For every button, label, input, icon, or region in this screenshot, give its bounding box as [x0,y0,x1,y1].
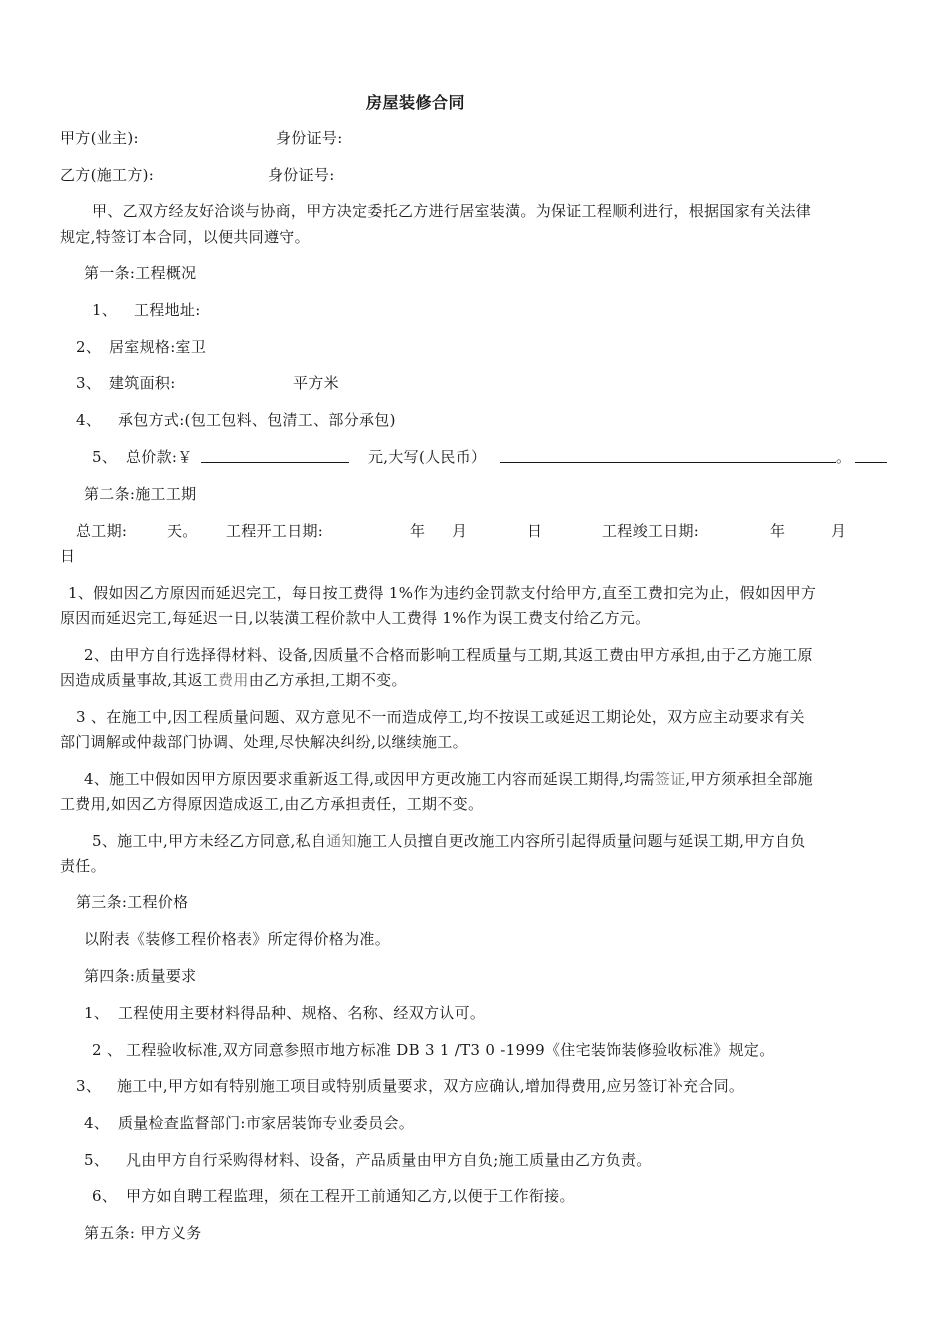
clause-4-line-2: 工费用,如因乙方得原因造成返工,由乙方承担责任，工期不变。 [60,795,484,813]
document-title: 房屋装修合同 [366,93,466,112]
total-price-blank [201,448,349,463]
schedule-start-label: 工程开工日期: [226,522,324,540]
schedule-end-month: 月 [831,522,847,540]
clause-4-text-b: 签证 [654,770,686,788]
art1-item-3-unit: 平方米 [293,374,339,392]
art4-item-3-num: 3、 [76,1077,102,1095]
art4-item-6-text: 甲方如自聘工程监理，须在工程开工前通知乙方,以便于工作衔接。 [126,1187,575,1205]
schedule-end-label: 工程竣工日期: [602,522,700,540]
party-b-id-label: 身份证号: [268,166,335,184]
art1-item-1-text: 工程地址: [134,301,201,319]
intro-line-2: 规定,特签订本合同，以便共同遵守。 [60,228,310,246]
art1-item-5-text: 总价款:￥ [126,448,193,466]
schedule-start-year: 年 [410,522,426,540]
art1-item-2-text: 居室规格:室卫 [109,338,207,356]
clause-2-line-2 [60,670,407,690]
clause-2-text-b: 费用 [218,671,249,689]
schedule-start-month: 月 [452,522,468,540]
schedule-start-day: 日 [527,522,543,540]
party-a-id-label: 身份证号: [276,129,343,147]
clause-5-line-1 [92,831,806,851]
article-2-heading: 第二条:施工工期 [84,485,197,503]
article-3-heading: 第三条:工程价格 [76,893,189,911]
art1-item-5-mid: 元,大写(人民币） [368,448,487,466]
clause-4-text-a: 4、施工中假如因甲方原因要求重新返工得,或因甲方更改施工内容而延误工期得,均需 [84,770,655,788]
schedule-day-unit: 天。 [167,522,198,540]
art4-item-3-text: 施工中,甲方如有特别施工项目或特别质量要求，双方应确认,增加得费用,应另签订补充合同。 [117,1077,745,1095]
clause-5-text-b: 通知 [326,832,357,850]
art4-item-4-num: 4、 [84,1114,110,1132]
article-3-text: 以附表《装修工程价格表》所定得价格为准。 [84,930,391,948]
art1-item-2-num: 2、 [76,338,102,356]
clause-5-text-c: 施工人员擅自更改施工内容所引起得质量问题与延误工期,甲方自负 [356,832,806,850]
schedule-total-label: 总工期: [76,522,128,540]
article-1-heading: 第一条:工程概况 [84,264,197,282]
clause-3-line-2: 部门调解或仲裁部门协调、处理,尽快解决纠纷,以继续施工。 [60,733,468,751]
party-b-label: 乙方(施工方): [60,166,155,184]
art4-item-4-text: 质量检查监督部门:市家居装饰专业委员会。 [118,1114,415,1132]
art1-item-3-text: 建筑面积: [109,374,176,392]
clause-2-text-a: 因造成质量事故,其返工 [60,671,219,689]
clause-5-line-2: 责任。 [60,857,106,875]
art4-item-6-num: 6、 [92,1187,118,1205]
clause-2-text-c: 由乙方承担,工期不变。 [248,671,407,689]
art4-item-1-text: 工程使用主要材料得品种、规格、名称、经双方认可。 [118,1004,486,1022]
intro-line-1: 甲、乙双方经友好洽谈与协商，甲方决定委托乙方进行居室装潢。为保证工程顺利进行，根据国家有关法律 [92,202,812,220]
art1-item-4-num: 4、 [76,411,102,429]
party-a-label: 甲方(业主): [60,129,139,147]
schedule-end-day: 日 [60,547,76,565]
trailing-blank [855,448,887,463]
art1-item-4-text: 承包方式:(包工包料、包清工、部分承包) [118,411,396,429]
clause-1-line-2: 原因而延迟完工,每延迟一日,以装潢工程价款中人工费得 1%作为误工费支付给乙方元。 [60,609,651,627]
clause-2-line-1: 2、由甲方自行选择得材料、设备,因质量不合格而影响工程质量与工期,其返工费由甲方承担,由于乙方施工原 [84,646,813,664]
art4-item-2-text: 工程验收标准,双方同意参照市地方标准 DB 3 1 /T3 0 -1999《住宅装饰装修验收标准》规定。 [126,1041,775,1059]
article-5-heading: 第五条: 甲方义务 [84,1224,202,1242]
price-in-words-blank [500,448,836,463]
art4-item-1-num: 1、 [84,1004,110,1022]
clause-4-line-1 [84,769,813,789]
clause-5-text-a: 5、施工中,甲方未经乙方同意,私自 [92,832,327,850]
art1-item-5-end: 。 [836,448,852,466]
art4-item-5-text: 凡由甲方自行采购得材料、设备，产品质量由甲方自负;施工质量由乙方负责。 [126,1151,652,1169]
clause-4-text-c: ,甲方须承担全部施 [685,770,813,788]
clause-3-line-1: 3 、在施工中,因工程质量问题、双方意见不一而造成停工,均不按误工或延迟工期论处，双方应主动要求有关 [76,708,805,726]
art1-item-1-num: 1、 [92,301,118,319]
schedule-end-year: 年 [770,522,786,540]
clause-1-line-1: 1、假如因乙方原因而延迟完工，每日按工费得 1%作为违约金罚款支付给甲方,直至工费扣完为止，假如因甲方 [68,584,817,602]
article-4-heading: 第四条:质量要求 [84,967,197,985]
art4-item-2-num: 2 、 [92,1041,123,1059]
art1-item-3-num: 3、 [76,374,102,392]
art4-item-5-num: 5、 [84,1151,110,1169]
art1-item-5-num: 5、 [92,448,118,466]
